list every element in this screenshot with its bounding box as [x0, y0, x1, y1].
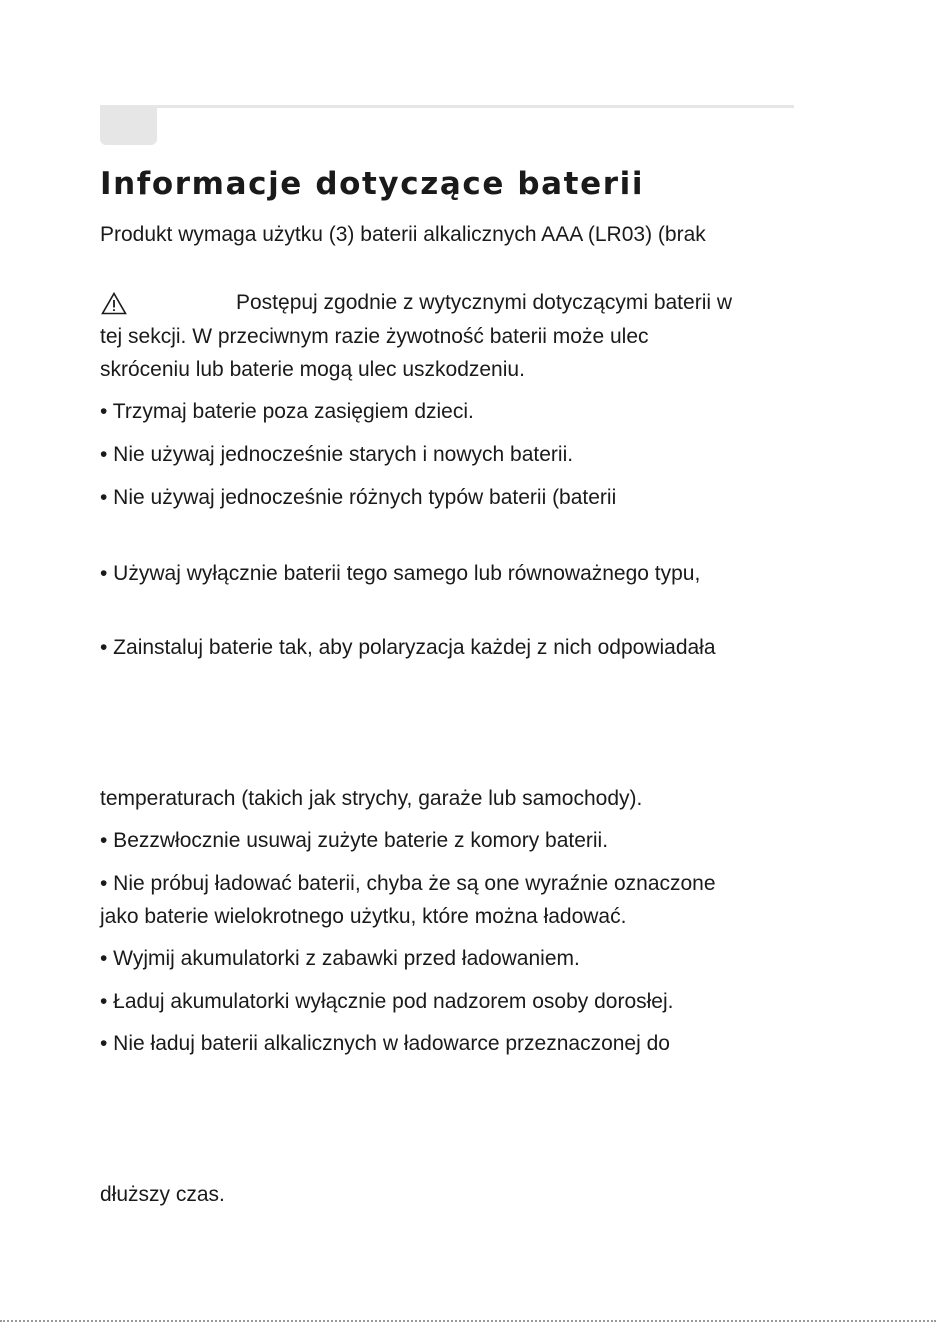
list-item: • Nie używaj jednocześnie starych i nowych baterii.: [100, 443, 574, 466]
list-item: • Zainstaluj baterie tak, aby polaryzacja każdej z nich odpowiadała: [100, 636, 716, 659]
list-item: • Nie używaj jednocześnie różnych typów baterii (baterii: [100, 486, 617, 509]
list-item: • Nie próbuj ładować baterii, chyba że są one wyraźnie oznaczone: [100, 872, 716, 895]
page-bottom-border: [0, 1320, 936, 1322]
list-item: dłuższy czas.: [100, 1183, 225, 1206]
list-item: • Bezzwłocznie usuwaj zużyte baterie z komory baterii.: [100, 829, 609, 852]
list-item: jako baterie wielokrotnego użytku, które można ładować.: [100, 905, 627, 928]
intro-text: Produkt wymaga użytku (3) baterii alkalicznych AAA (LR03) (brak: [100, 223, 706, 246]
list-item: • Używaj wyłącznie baterii tego samego lub równoważnego typu,: [100, 562, 701, 585]
list-item: temperaturach (takich jak strychy, garaże lub samochody).: [100, 787, 643, 810]
warning-triangle-icon: [101, 292, 127, 315]
list-item: • Wyjmij akumulatorki z zabawki przed ładowaniem.: [100, 947, 580, 970]
warning-text-line: Postępuj zgodnie z wytycznymi dotyczącymi baterii w: [236, 291, 733, 314]
warning-text-line: skróceniu lub baterie mogą ulec uszkodzeniu.: [100, 358, 525, 381]
header-rule: [100, 105, 794, 108]
list-item: • Ładuj akumulatorki wyłącznie pod nadzorem osoby dorosłej.: [100, 990, 674, 1013]
header-tab: [100, 108, 157, 145]
list-item: • Trzymaj baterie poza zasięgiem dzieci.: [100, 400, 474, 423]
list-item: • Nie ładuj baterii alkalicznych w ładowarce przeznaczonej do: [100, 1032, 670, 1055]
page-title: Informacje dotyczące baterii: [100, 166, 645, 202]
warning-text-line: tej sekcji. W przeciwnym razie żywotność baterii może ulec: [100, 325, 649, 348]
